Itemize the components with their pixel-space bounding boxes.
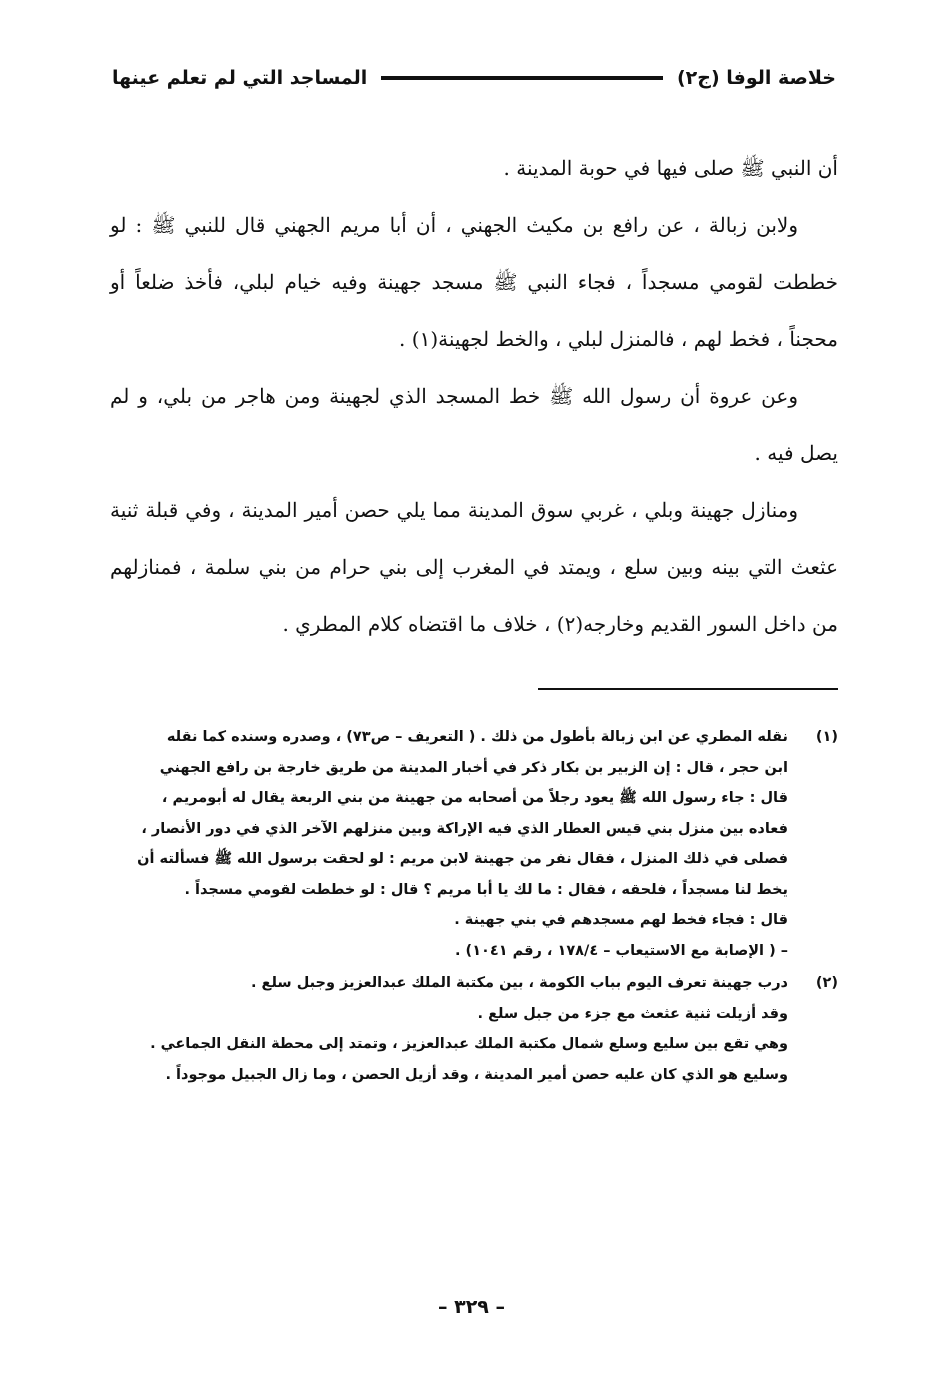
chapter-title: المساجد التي لم تعلم عينها <box>112 67 368 89</box>
footnote-number: (٢) <box>815 975 838 991</box>
footnote-2 <box>110 968 838 1090</box>
footnote-line: ابن حجر ، قال : إن الزبير بن بكار ذكر في أخبار المدينة من طريق خارجة بن رافع الجهني <box>159 759 788 776</box>
footnote-line: قال : جاء رسول الله ﷺ يعود رجلاً من أصحابه من جهينة من بني الربعة يقال له أبومريم ، <box>161 790 788 806</box>
page-number: – ٣٢٩ – <box>437 1296 506 1318</box>
paragraph: وعن عروة أن رسول الله ﷺ خط المسجد الذي لجهينة ومن هاجر من بلي، و لم يصل فيه . <box>110 384 838 465</box>
footnote-line: فعاده بين منزل بني قيس العطار الذي فيه الإراكة وبين منزلهم الآخر الذي في دور الأنصار ، <box>141 820 788 837</box>
footnote-line: درب جهينة تعرف اليوم بباب الكومة ، بين مكتبة الملك عبدالعزيز وجبل سلع . <box>251 975 788 991</box>
footnote-line: وقد أزيلت ثنية عثعث مع جزء من جبل سلع . <box>477 1005 788 1022</box>
paragraph: ولابن زبالة ، عن رافع بن مكيث الجهني ، أن أبا مريم الجهني قال للنبي ﷺ : لو خططت لقومي مسجداً ، فجاء النبي ﷺ مسجد جهينة وفيه خيام لبلي، فأخذ ضلعاً أو محجناً ، فخط لهم ، فالمنزل لبلي ، والخط لجهينة(١) . <box>110 213 838 351</box>
footnote-line: نقله المطري عن ابن زبالة بأطول من ذلك . ( التعريف – ص٧٣) ، وصدره وسنده كما نقله <box>166 729 788 745</box>
footnote-line: فصلى في ذلك المنزل ، فقال نفر من جهينة لابن مريم : لو لحقت برسول الله ﷺ فسألته أن <box>137 851 788 867</box>
footnotes <box>110 722 838 1092</box>
running-header <box>112 62 836 94</box>
footnote-line: وسليع هو الذي كان عليه حصن أمير المدينة ، وقد أزيل الحصن ، وما زال الجبيل موجوداً . <box>165 1066 788 1083</box>
footnote-line: يخط لنا مسجداً ، فلحقه ، فقال : ما لك يا أبا مريم ؟ قال : لو خططت لقومي مسجداً . <box>184 881 788 898</box>
footnote-line: وهي تقع بين سليع وسلع شمال مكتبة الملك عبدالعزيز ، وتمتد إلى محطة النقل الجماعي . <box>150 1036 788 1052</box>
paragraph: أن النبي ﷺ صلى فيها في حوبة المدينة . <box>503 156 838 180</box>
footnote-line: قال : فجاء فخط لهم مسجدهم في بني جهينة . <box>454 912 788 928</box>
footnote-separator <box>538 688 838 690</box>
header-rule <box>381 76 663 80</box>
footnote-1 <box>110 722 838 966</box>
paragraph: ومنازل جهينة وبلي ، غربي سوق المدينة مما يلي حصن أمير المدينة ، وفي قبلة ثنية عثعث التي بينه وبين سلع ، ويمتد في المغرب إلى بني حرام من بني سلمة ، فمنازلهم من داخل السور القديم وخارجه(٢) ، خلاف ما اقتضاه كلام المطري . <box>110 498 838 636</box>
main-text <box>110 140 838 653</box>
book-title: خلاصة الوفا (ج٢) <box>676 67 836 89</box>
footnote-number: (١) <box>815 729 838 745</box>
footnote-line: – ( الإصابة مع الاستيعاب – ١٧٨/٤ ، رقم ١٠٤١) . <box>455 942 788 959</box>
